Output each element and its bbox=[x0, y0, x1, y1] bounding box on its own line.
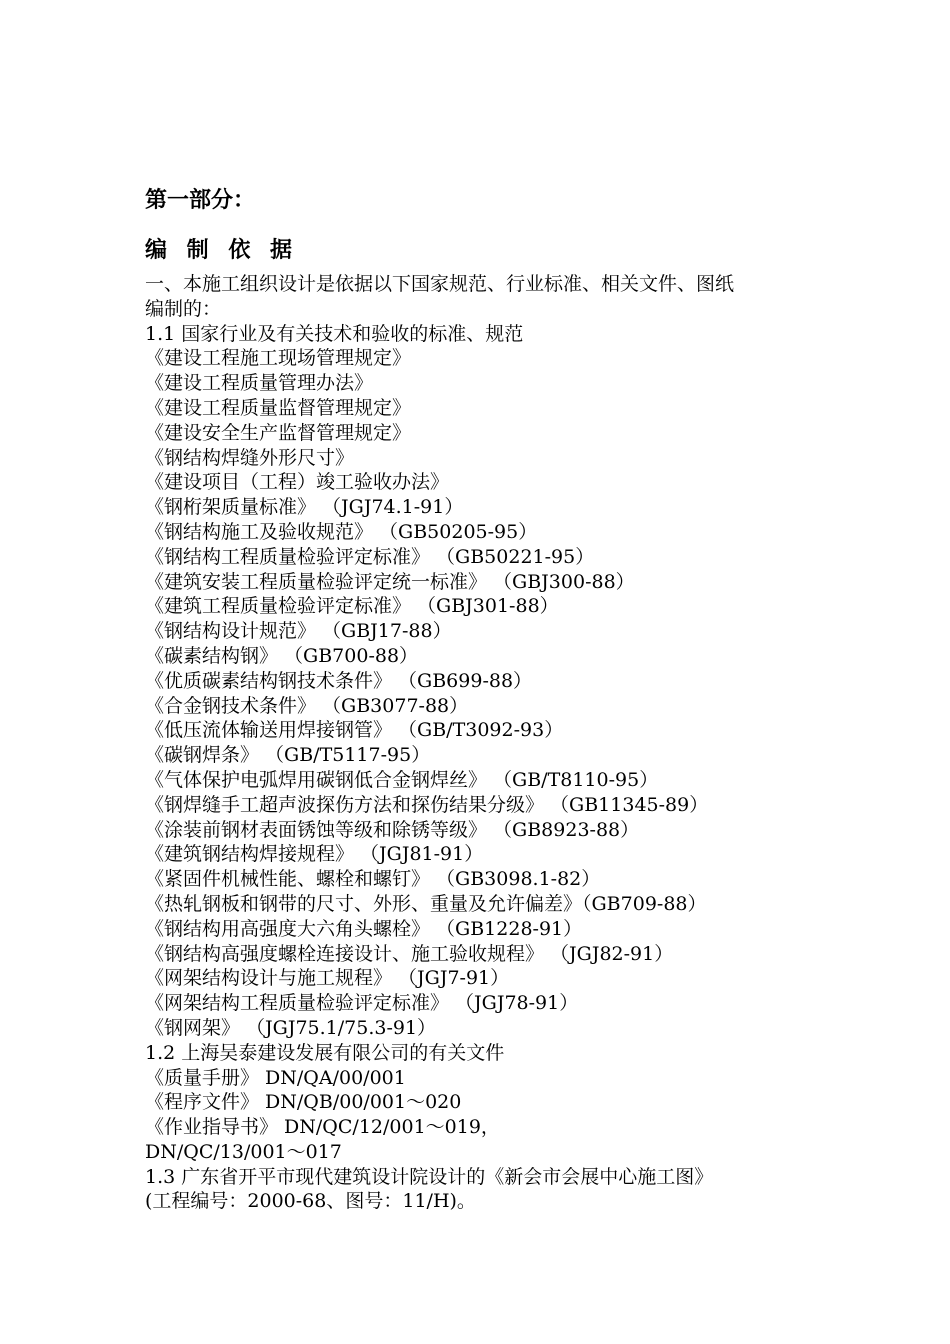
standard-item: 《钢结构设计规范》 （GBJ17-88） bbox=[145, 620, 452, 643]
standard-item: 《网架结构工程质量检验评定标准》 （JGJ78-91） bbox=[145, 992, 579, 1015]
standard-item: 《钢结构工程质量检验评定标准》 （GB50221-95） bbox=[145, 545, 595, 568]
standard-item: 《碳钢焊条》 （GB/T5117-95） bbox=[145, 744, 431, 767]
subsection-heading-1-2: 1.2 上海吴泰建设发展有限公司的有关文件 bbox=[145, 1041, 505, 1064]
intro-line: 编制的： bbox=[145, 297, 222, 320]
standard-item: 《建设安全生产监督管理规定》 bbox=[145, 421, 412, 444]
intro-line: 一、本施工组织设计是依据以下国家规范、行业标准、相关文件、图纸 bbox=[145, 273, 735, 295]
standard-item: 《建设工程质量监督管理规定》 bbox=[145, 396, 412, 419]
standard-item: 《热轧钢板和钢带的尺寸、外形、重量及允许偏差》（GB709-88） bbox=[145, 892, 707, 915]
standard-item: 《建设项目（工程）竣工验收办法》 bbox=[145, 471, 450, 494]
standard-item: 《碳素结构钢》 （GB700-88） bbox=[145, 644, 419, 667]
standard-item: 《钢结构施工及验收规范》 （GB50205-95） bbox=[145, 520, 538, 543]
standard-item: 《建设工程质量管理办法》 bbox=[145, 372, 374, 395]
standard-item: 《钢结构高强度螺栓连接设计、施工验收规程》 （JGJ82-91） bbox=[145, 942, 674, 965]
company-document-item: DN/QC/13/001～017 bbox=[145, 1140, 342, 1163]
company-document-item: 《程序文件》 DN/QB/00/001～020 bbox=[145, 1091, 462, 1114]
document-page bbox=[145, 186, 825, 1214]
standard-item: 《紧固件机械性能、螺栓和螺钉》 （GB3098.1-82） bbox=[145, 868, 601, 891]
standard-item: 《气体保护电弧焊用碳钢低合金钢焊丝》 （GB/T8110-95） bbox=[145, 768, 659, 791]
standard-item: 《合金钢技术条件》 （GB3077-88） bbox=[145, 694, 469, 717]
standard-item: 《建筑安装工程质量检验评定统一标准》 （GBJ300-88） bbox=[145, 570, 635, 593]
part-title: 第一部分： bbox=[145, 188, 256, 213]
subsection-heading-1-1: 1.1 国家行业及有关技术和验收的标准、规范 bbox=[145, 322, 524, 345]
standard-item: 《钢网架》 （JGJ75.1/75.3-91） bbox=[145, 1016, 437, 1039]
standard-item: 《钢焊缝手工超声波探伤方法和探伤结果分级》 （GB11345-89） bbox=[145, 793, 709, 816]
standard-item: 《钢结构焊缝外形尺寸》 bbox=[145, 446, 355, 469]
standard-item: 《涂装前钢材表面锈蚀等级和除锈等级》 （GB8923-88） bbox=[145, 818, 640, 841]
standard-item: 《优质碳素结构钢技术条件》 （GB699-88） bbox=[145, 669, 533, 692]
company-document-item: 《作业指导书》 DN/QC/12/001～019， bbox=[145, 1116, 500, 1139]
standard-item: 《建筑钢结构焊接规程》 （JGJ81-91） bbox=[145, 843, 484, 866]
section-title: 编 制 依 据 bbox=[145, 238, 298, 263]
subsection-heading-1-3: 1.3 广东省开平市现代建筑设计院设计的《新会市会展中心施工图》 bbox=[145, 1165, 714, 1188]
standard-item: 《钢桁架质量标准》 （JGJ74.1-91） bbox=[145, 496, 464, 519]
drawing-reference: (工程编号：2000-68、图号：11/H)。 bbox=[145, 1190, 476, 1213]
standard-item: 《建筑工程质量检验评定标准》 （GBJ301-88） bbox=[145, 595, 559, 618]
standard-item: 《钢结构用高强度大六角头螺栓》 （GB1228-91） bbox=[145, 917, 583, 940]
company-document-item: 《质量手册》 DN/QA/00/001 bbox=[145, 1066, 406, 1089]
standard-item: 《网架结构设计与施工规程》 （JGJ7-91） bbox=[145, 967, 510, 990]
standard-item: 《低压流体输送用焊接钢管》 （GB/T3092-93） bbox=[145, 719, 564, 742]
standard-item: 《建设工程施工现场管理规定》 bbox=[145, 347, 412, 370]
